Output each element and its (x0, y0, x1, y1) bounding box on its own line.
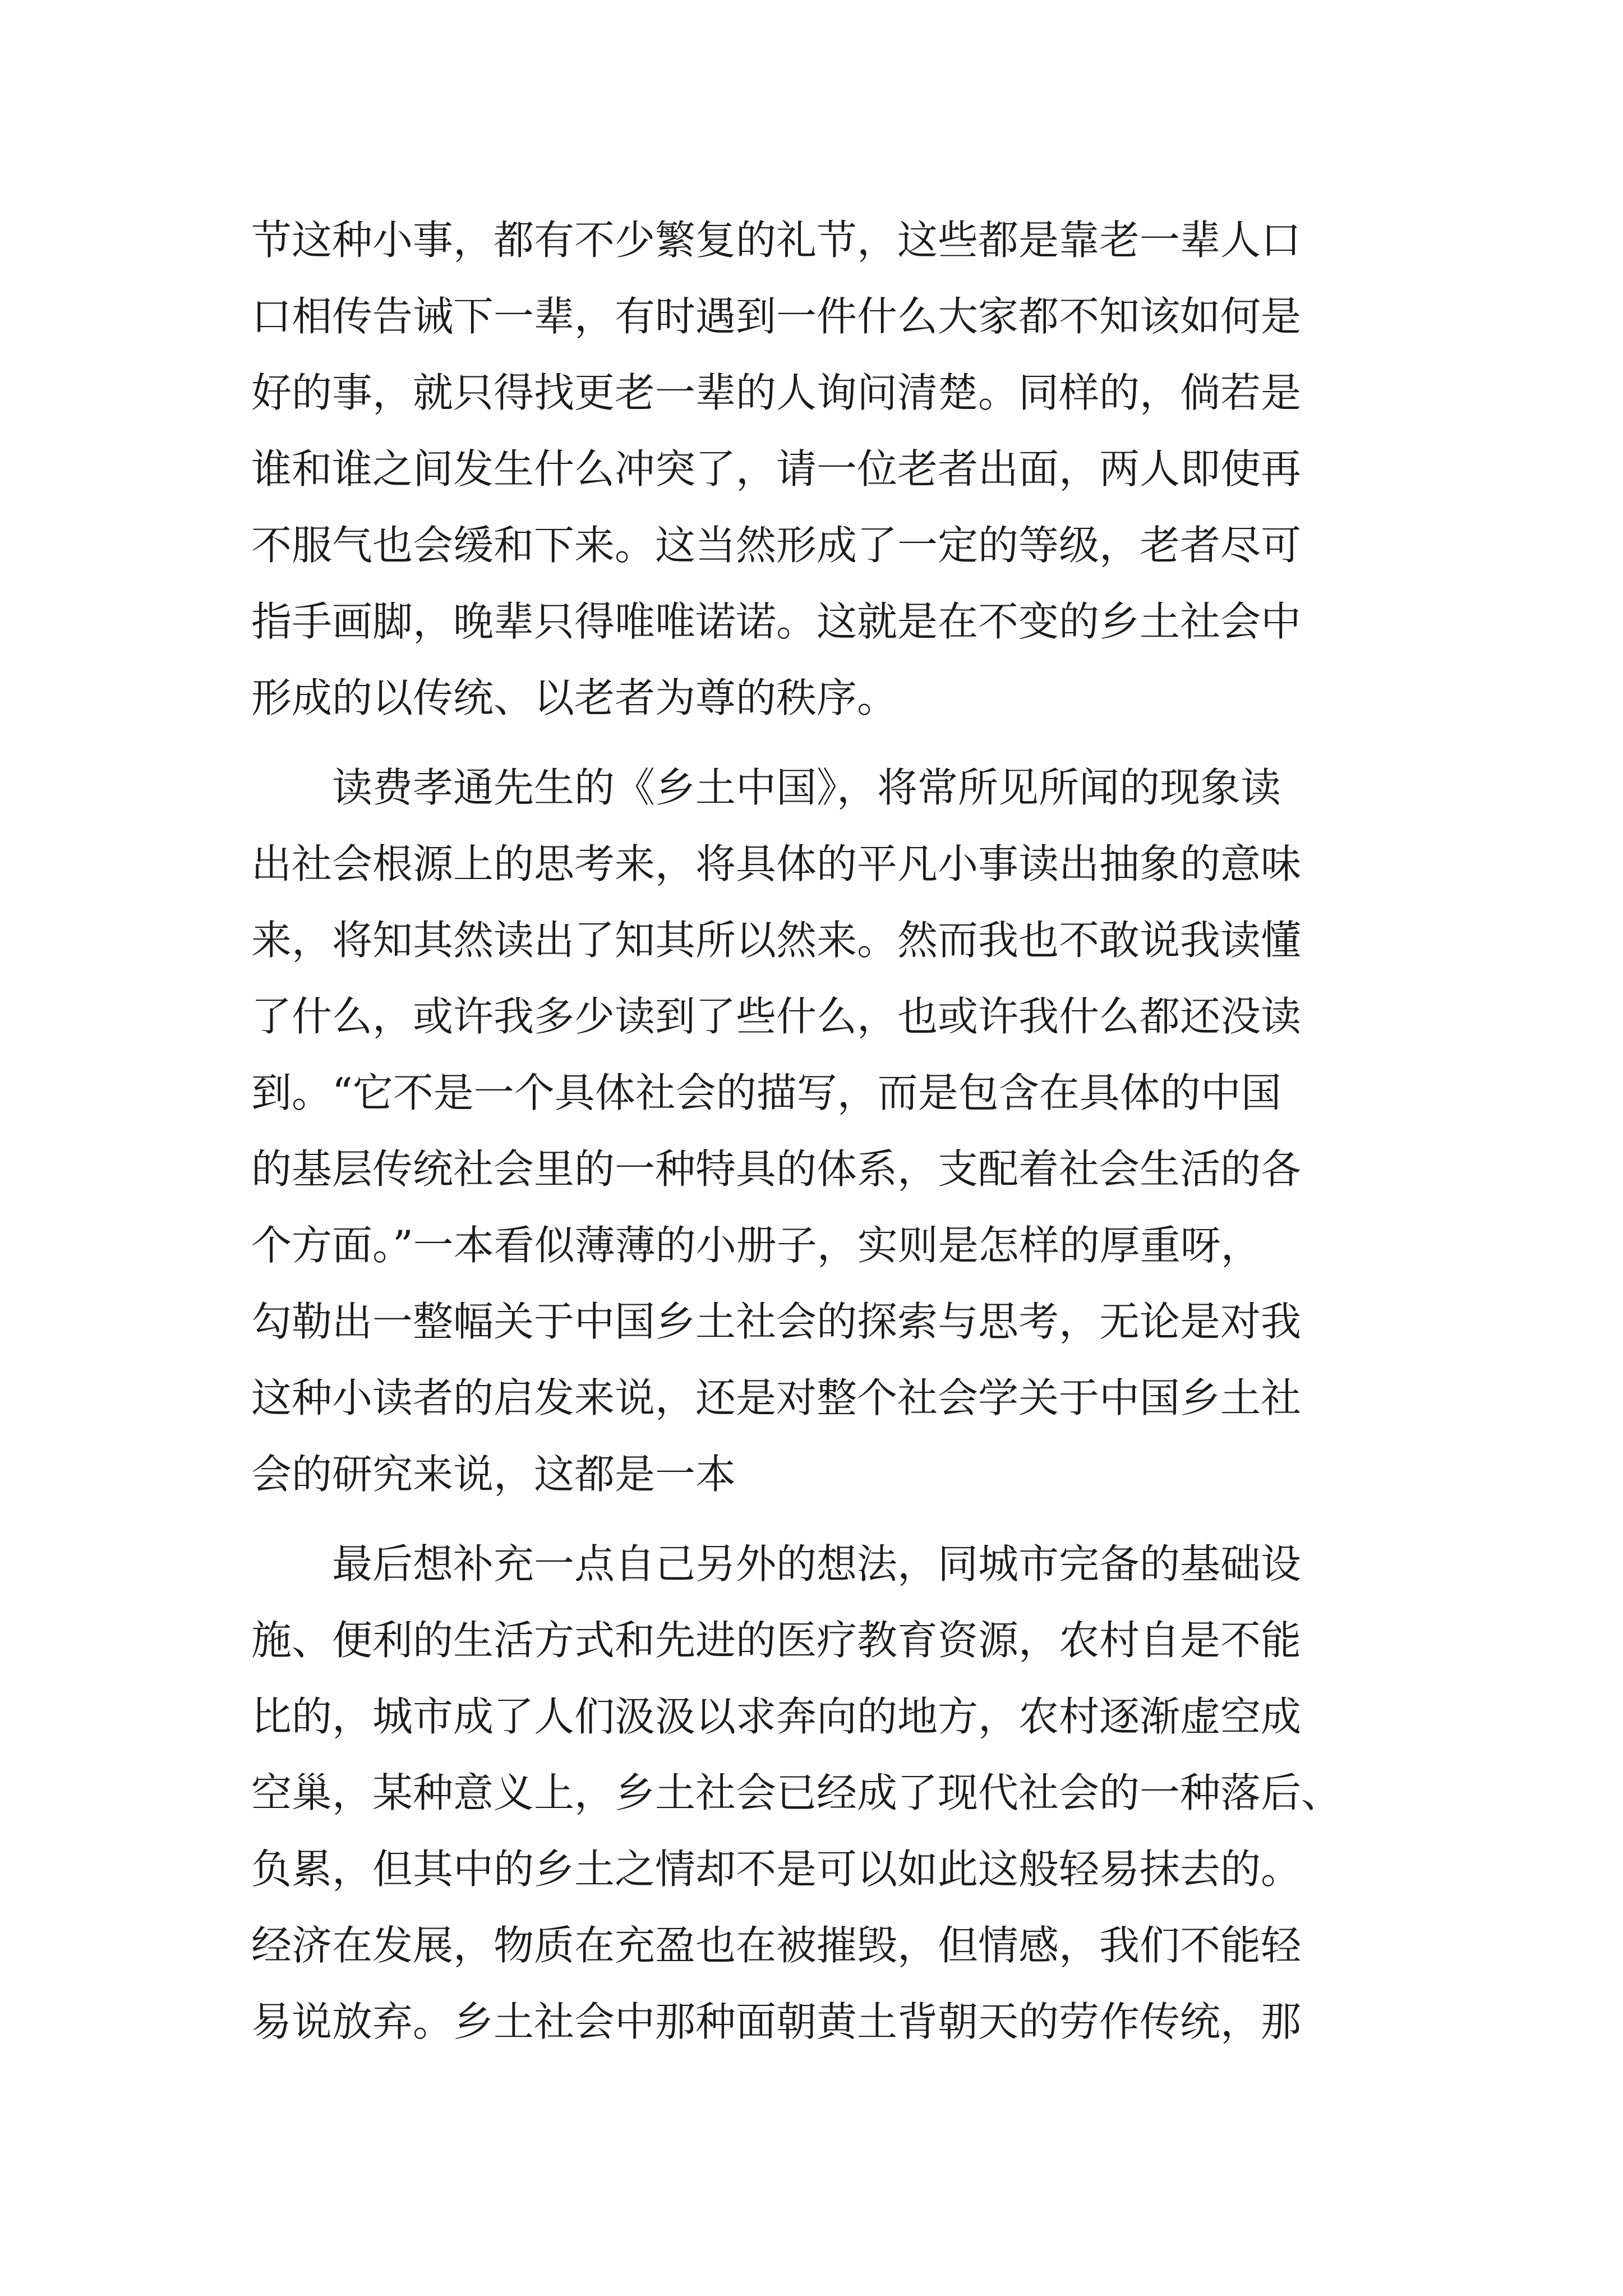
text-line: 这种小读者的启发来说，还是对整个社会学关于中国乡土社 (251, 1374, 1302, 1421)
text-line: 指手画脚，晚辈只得唯唯诺诺。这就是在不变的乡土社会中 (251, 598, 1302, 645)
paragraph-3 (251, 1526, 1429, 2060)
text-line: 个方面。”一本看似薄薄的小册子，实则是怎样的厚重呀， (251, 1222, 1261, 1269)
text-line: 形成的以传统、以老者为尊的秩序。 (251, 674, 898, 721)
text-line: 谁和谁之间发生什么冲突了，请一位老者出面，两人即使再 (251, 445, 1302, 493)
text-line: 负累，但其中的乡土之情却不是可以如此这般轻易抹去的。 (251, 1846, 1302, 1893)
text-line: 空巢，某种意义上，乡土社会已经成了现代社会的一种落后、 (251, 1769, 1342, 1816)
text-line: 施、便利的生活方式和先进的医疗教育资源，农村自是不能 (251, 1617, 1302, 1664)
text-line: 经济在发展，物质在充盈也在被摧毁，但情感，我们不能轻 (251, 1922, 1302, 1969)
text-line: 好的事，就只得找更老一辈的人询问清楚。同样的，倘若是 (251, 369, 1302, 416)
text-line: 最后想补充一点自己另外的想法，同城市完备的基础设 (251, 1540, 1302, 1588)
paragraph-spacer (251, 736, 1429, 749)
text-line: 出社会根源上的思考来，将具体的平凡小事读出抽象的意味 (251, 840, 1302, 887)
text-line: 节这种小事，都有不少繁复的礼节，这些都是靠老一辈人口 (251, 217, 1302, 264)
text-line: 勾勒出一整幅关于中国乡土社会的探索与思考，无论是对我 (251, 1298, 1302, 1345)
text-line: 的基层传统社会里的一种特具的体系，支配着社会生活的各 (251, 1145, 1302, 1193)
text-line: 口相传告诫下一辈，有时遇到一件什么大家都不知该如何是 (251, 293, 1302, 340)
paragraph-1 (251, 202, 1429, 736)
text-line: 读费孝通先生的《乡土中国》，将常所见所闻的现象读 (251, 764, 1281, 811)
text-line: 到。“它不是一个具体社会的描写，而是包含在具体的中国 (251, 1069, 1281, 1116)
text-line: 会的研究来说，这都是一本 (251, 1451, 736, 1498)
text-line: 易说放弃。乡土社会中那种面朝黄土背朝天的劳作传统，那 (251, 1998, 1302, 2045)
body-text (251, 202, 1429, 2060)
text-line: 了什么，或许我多少读到了些什么，也或许我什么都还没读 (251, 993, 1302, 1040)
paragraph-spacer (251, 1512, 1429, 1526)
paragraph-2 (251, 749, 1429, 1512)
text-line: 不服气也会缓和下来。这当然形成了一定的等级，老者尽可 (251, 522, 1302, 569)
text-line: 来，将知其然读出了知其所以然来。然而我也不敢说我读懂 (251, 917, 1302, 964)
text-line: 比的，城市成了人们汲汲以求奔向的地方，农村逐渐虚空成 (251, 1693, 1302, 1740)
